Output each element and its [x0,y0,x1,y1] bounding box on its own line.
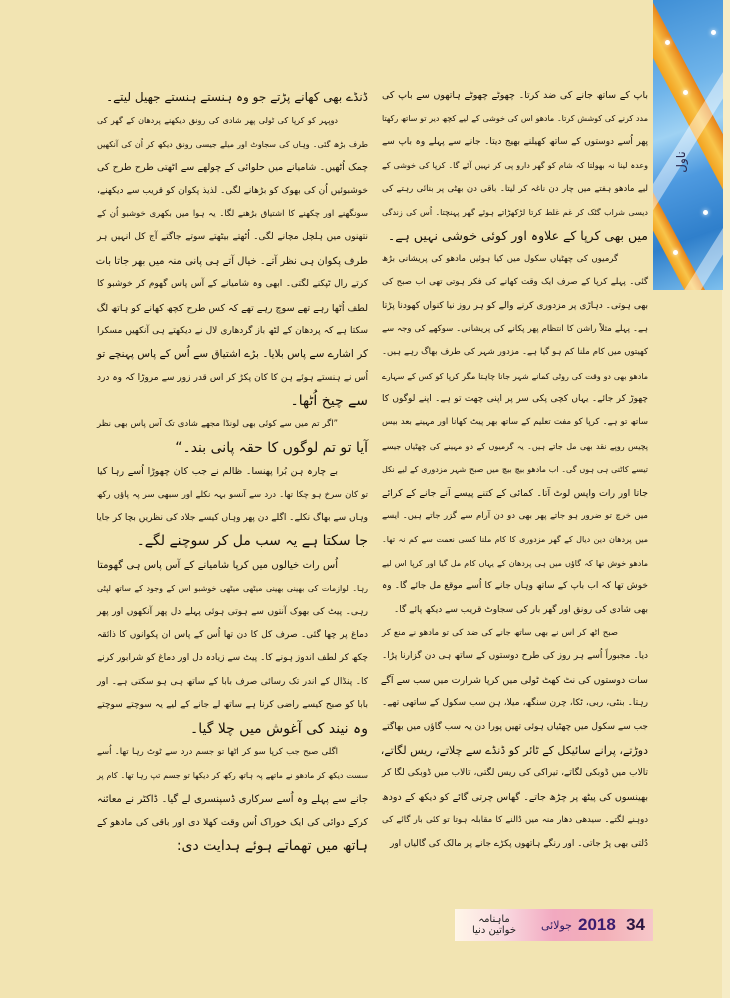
text-line: دوہنے لگتے۔ سیدھی دھار منہ میں ڈالنے کا مقابلہ ہوتا تو کئی بار گائے کی [382,815,648,826]
paragraph [382,622,648,856]
text-line: وعدہ لینا نہ بھولتا کہ شام کو گھر دارو پی کر نہیں آئے گا۔ کرپا کی خوشی کے [382,161,648,171]
section-label-text: ناول [673,151,688,173]
text-line: صبح اٹھ کر اس نے بھی ساتھ جانے کی ضد کی تو مادھو نے منع کر [382,627,618,638]
text-line: جب سے سکول میں چھٹیاں ہوئی تھیں پورا دن یہ سب گاؤں میں بھاگتے [382,721,648,732]
page-number: 34 [626,915,645,934]
paragraph [97,741,368,858]
text-line: سونگھنے اور چکھنے کا اشتیاق بڑھنے لگا۔ یہ ہوا میں بکھری خوشبو اُن کے [97,208,368,219]
text-line: جاتا اور رات واپس لوٹ آتا۔ کمائی کے کتنے پیسے آنے جانے کے کرائے [382,487,648,499]
text-line: لطف اُٹھا رہے تھے سوچ رہے تھے کہ کس طرح کچھ کھانے کو ہاتھ لگ [96,302,368,314]
text-line: دیا۔ مجبوراً اُسے ہر روز کی طرح دوستوں کے ساتھ ہی دن گزارنا پڑا۔ [382,651,648,662]
text-line: پھر اُسے دوستوں کے ساتھ کھیلنے بھیج دیتا۔ جانے سے پہلے وہ باپ سے [382,136,648,147]
text-line: سات دوستوں کی نٹ کھٹ ٹولی میں کرپا شرارت میں سب سے آگے [380,674,648,686]
text-line: تو کان سرخ ہو چکا تھا۔ درد سے آنسو بہہ نکلے اور سبھی سر پہ پاؤں رکھ [97,489,368,500]
text-line: مدد کرنے کی کوشش کرتا۔ مادھو اس کی خوشی کے لیے کچھ دیر تو ساتھ رکھتا [382,114,648,124]
page-edge [722,0,730,998]
sparkle-icon [673,250,678,255]
text-line: دماغ پر چھا گئی۔ صرف کل کا دن تھا اُس کے پاس ان پکوانوں کا ذائقہ [97,629,368,640]
text-line: سکتا ہے کہ پردھان کے لٹھ باز گردھاری لال نے دیکھتے ہی آنکھیں مسکرا [97,325,368,336]
sparkle-icon [665,40,670,45]
text-line: مادھو بھی دو وقت کی روٹی کمانے شہر جانا چاہتا مگر کرپا کو کس کے سہارے [382,371,648,381]
text-line: اُس رات خیالوں میں کرپا شامیانے کے آس پاس ہی گھومتا [97,559,338,571]
sparkle-icon [711,30,716,35]
paragraph [97,413,368,460]
text-line: تالاب میں ڈوبکی لگاتے، تیراکی کی ریس لگتی، تالاب میں ڈوبکی لگا کر [382,768,648,779]
text-line: کا۔ پنڈال کے اندر تک رسائی صرف بابا کے ساتھ ہی ہو سکتی ہے۔ اور [97,676,368,687]
text-line: دوپہر کو کرپا کی ٹولی پھر شادی کی رونق دیکھنے پردھان کے گھر کی [97,116,338,126]
magazine-name: ماہنامہ خواتین دنیا [471,914,517,936]
left-column [97,86,368,858]
text-line: ”اگر تم میں سے کوئی بھی لونڈا مجھے شادی تک آس پاس بھی نظر [97,419,338,430]
text-line: وہ نیند کی آغوش میں چلا گیا۔ [190,720,368,737]
text-line: میں بھی کرپا کے علاوہ اور کوئی خوشی نہیں ہے۔ [387,228,648,244]
text-line: خوشبوئیں اُن کی بھوک کو بڑھانے لگی۔ لذیذ پکوان کو قریب سے دیکھنے، [97,185,368,196]
text-line: بابا کو صبح کیسے راضی کرنا ہے ساتھ لے جانے کے لیے یہ سوچتے سوچتے [97,700,368,711]
text-line: ہاتھ میں تھماتے ہوئے ہدایت دی: [176,837,368,854]
text-line: ساتھ تو ہے۔ کرپا کو مفت تعلیم کے ساتھ بھر پیٹ کھانا اور مہینے بعد بیس [382,417,648,428]
text-line: وہاں سے بھاگ نکلے۔ اگلے دن پھر وہاں کیسے جلاد کی نظریں بچا کر جایا [96,513,368,524]
text-line: پچیس روپے نقد بھی مل جاتے ہیں۔ یہ گرمیوں کے دو مہینے کی چھٹیاں جیسے [382,441,648,451]
text-line: رہی۔ پیٹ کی بھوک آنتوں سے ہوتی ہوئی پہلے دل پھر آنکھوں اور پھر [97,606,368,617]
text-line: مادھو خوش تھا کہ گاؤں میں ہی پردھان کے یہاں کام مل گیا اور کرپا اس لیے [382,558,648,568]
text-line: ڈنڈے بھی کھانے پڑتے جو وہ ہنستے ہنستے جھیل لیتے۔ [106,90,368,104]
text-line: سے چیخ اُٹھا۔ [290,393,368,410]
text-line: بے چارہ ہن بُرا پھنسا۔ ظالم نے جب کان چھوڑا اُسے رہا کیا [97,466,338,478]
issue-year: 2018 [578,915,616,934]
issue-month: جولائی [541,918,572,932]
text-line: طرف پکوان ہی نظر آتے۔ خیال آتے ہی پانی منہ میں بھر جاتا بات [95,255,368,267]
text-line: طرف بڑھ گئی۔ وہاں کی سجاوٹ اور میلے جیسی رونق دیکھ کر اُن کی آنکھیں [97,139,368,149]
paragraph [97,554,368,741]
text-line: اگلی صبح جب کرپا سو کر اٹھا تو جسم درد سے ٹوٹ رہا تھا۔ اُسے [97,746,338,757]
paragraph [97,460,368,554]
text-line: لیے مادھو ہفتے میں چار دن ناغہ کر لیتا۔ باقی دن بھٹی پر بنائی رہتے کی [382,183,648,194]
text-line: کھیتوں میں کام ملنا کم ہو گیا ہے۔ مزدور شہر کی طرف بھاگ رہے ہیں۔ [382,347,648,358]
text-line: اُس نے ہنستے ہوئے ہن کا کان پکڑ کر اس قدر زور سے مروڑا کہ وہ درد [97,372,368,383]
text-line: جانے سے پہلے وہ اُسے سرکاری ڈسپنسری لے گیا۔ ڈاکٹر نے معائنہ [97,793,368,805]
text-line: بھی شادی کی رونق اور گھر بار کی سجاوٹ قریب سے دیکھ پائے گا۔ [394,604,648,615]
text-line: باپ کے ساتھ جانے کی ضد کرتا۔ چھوٹے چھوٹے ہاتھوں سے باپ کی [382,90,648,101]
text-line: دُلتی بھی پڑ جاتی۔ اور رنگے ہاتھوں پکڑے جانے پر مالک کی گالیاں اور [389,838,648,849]
section-label [666,140,696,184]
text-line: میں پردھان دین دیال کے گھر مزدوری کا کام ملنا کسی نعمت سے کم نہ تھا۔ [382,535,648,545]
footer-banner [455,909,653,941]
paragraph [382,248,648,622]
text-line: تیسے کاٹنی ہی ہوں گی۔ اب مادھو بیچ بیچ میں صبح شہر مزدوری کے لیے نکل [382,465,648,475]
text-line: دیسی شراب گٹک کر غم غلط کرتا لڑکھڑاتے ہوئے گھر پہنچتا۔ اُس کی زندگی [382,207,648,217]
text-line: آیا تو تم لوگوں کا حقہ پانی بند۔“ [175,439,368,456]
text-line: ہے۔ پہلے مثلاً راشن کا انتظام پھر پکانے کی پریشانی۔ سوکھے کی وجہ سے [382,323,648,334]
text-line: سست دیکھ کر مادھو نے ماتھے پہ ہاتھ رکھ کر دیکھا تو جسم تپ رہا تھا۔ کام پر [97,771,368,781]
text-line: بھی ہوتی۔ دہاڑی پر مزدوری کرنے والے کو ہر روز نیا کنواں کھودنا پڑتا [382,300,648,311]
text-line: کرتے رال ٹپکنے لگتی۔ ابھی وہ شامیانے کے آس پاس گھوم کر خوشبو کا [97,279,368,290]
right-column [382,84,648,856]
text-line: رہتا۔ بنٹی، ربی، ٹکا، چرن سنگھ، میلا، ہن سب سکول کے ساتھی تھے۔ [382,698,648,709]
text-line: گئی۔ پہلے کرپا کے صرف ایک وقت کھانے کی فکر ہوتی تھی اب صبح کی [382,277,648,288]
text-line: نتھنوں میں ہلچل مچانے لگی۔ اُٹھتے بیٹھتے سوتے جاگتے آج کل انہیں ہر [97,232,368,243]
text-line: چکھ کر لطف اندوز ہونے کا۔ پیٹ سے زیادہ دل اور دماغ کو شرابور کرنے [97,653,368,664]
sparkle-icon [703,210,708,215]
text-line: کر اشارے سے پاس بلایا۔ بڑے اشتیاق سے اُس کے پاس پہنچے تو [97,348,368,361]
text-line: دوڑتے، پرانے سائیکل کے ٹائر کو ڈنڈے سے چلاتے، ریس لگاتے، [380,743,648,757]
text-line: میں خرچ تو ضرور ہو جاتے پھر بھی دو دن آرام سے گزر جاتے ہیں۔ ایسے [382,511,648,522]
text-line: گرمیوں کی چھٹیاں سکول میں کیا ہوئیں مادھو کی پریشانی بڑھ [382,253,618,264]
text-line: خوش تھا کہ اب باپ کے ساتھ وہاں جانے کا اُسے موقع مل جائے گا۔ وہ [382,581,648,592]
text-line: چھوڑ کر جائے۔ یہاں کچی پکی سر پر اپنی چھت تو ہے۔ اپنے لوگوں کا [382,394,648,405]
text-line: رہا۔ لوازمات کی بھینی بھینی میٹھی میٹھی خوشبو اس کے وجود کے ساتھ لپٹی [97,584,368,594]
sparkle-icon [683,90,688,95]
text-line: چمک اُٹھیں۔ شامیانے میں حلوائی کے چولھے سے اٹھتی طرح طرح کی [97,162,368,174]
text-line: کرکے دوائی کی ایک خوراک اُس وقت کھلا دی اور باقی کی مادھو کے [97,817,368,829]
text-line: بھینسوں کی پیٹھ پر چڑھ جاتے۔ گھاس چرتی گائے کو دیکھ کے دودھ [382,791,648,803]
text-line: جا سکتا ہے یہ سب مل کر سوچنے لگے۔ [136,533,368,550]
paragraph [97,86,368,109]
paragraph [97,109,368,413]
paragraph [382,84,648,248]
